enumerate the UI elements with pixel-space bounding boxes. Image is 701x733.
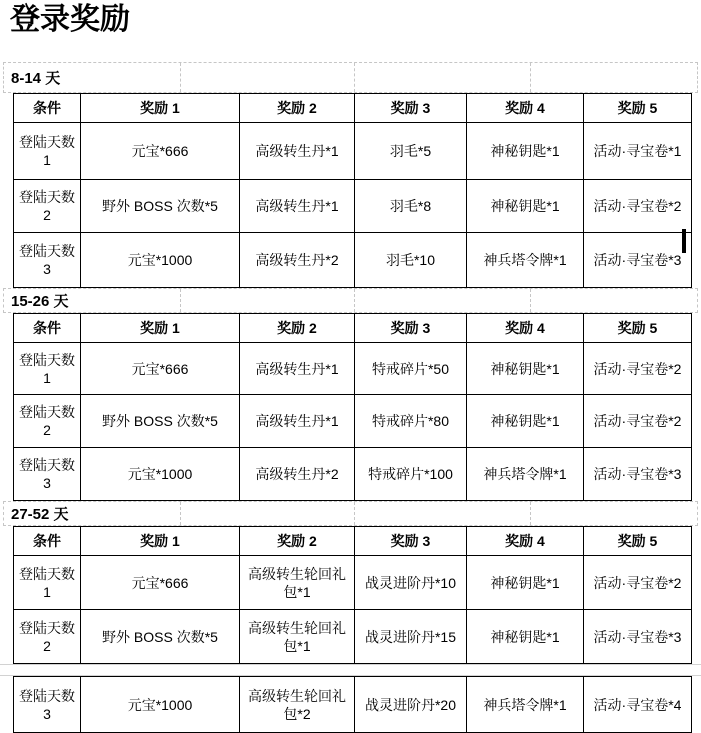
column-header[interactable]: 奖励 2	[240, 527, 355, 556]
table-cell[interactable]: 登陆天数 1	[14, 123, 81, 180]
table-cell[interactable]: 羽毛*5	[355, 123, 467, 180]
column-header[interactable]: 条件	[14, 94, 81, 123]
table-cell[interactable]: 活动·寻宝卷*3	[584, 610, 692, 664]
table-cell[interactable]: 特戒碎片*50	[355, 343, 467, 395]
column-header[interactable]: 奖励 4	[467, 94, 584, 123]
column-header[interactable]: 奖励 3	[355, 527, 467, 556]
table-cell[interactable]: 高级转生丹*1	[240, 180, 355, 233]
section-title-segment	[355, 63, 531, 92]
table-cell[interactable]: 野外 BOSS 次数*5	[81, 610, 240, 664]
table-cell[interactable]: 登陆天数 3	[14, 677, 81, 733]
table-cell[interactable]: 登陆天数 2	[14, 610, 81, 664]
table-cell[interactable]: 高级转生丹*2	[240, 233, 355, 288]
table-row	[14, 556, 692, 610]
table-cell[interactable]: 高级转生轮回礼包*1	[240, 556, 355, 610]
reward-table-2	[13, 313, 692, 501]
reward-table-3-page2	[13, 676, 692, 733]
table-cell[interactable]: 战灵进阶丹*15	[355, 610, 467, 664]
section-title-segment	[355, 289, 531, 312]
table-cell[interactable]: 羽毛*10	[355, 233, 467, 288]
section-title-segment	[355, 502, 531, 525]
header-row	[14, 94, 692, 123]
table-row	[14, 180, 692, 233]
table-cell[interactable]: 神秘钥匙*1	[467, 610, 584, 664]
table-row	[14, 448, 692, 501]
column-header[interactable]: 条件	[14, 314, 81, 343]
table-row	[14, 123, 692, 180]
section-title-segment	[181, 502, 355, 525]
table-cell[interactable]: 活动·寻宝卷*3	[584, 233, 692, 288]
column-header[interactable]: 奖励 1	[81, 314, 240, 343]
section-title-segment	[4, 63, 181, 92]
column-header[interactable]: 奖励 5	[584, 527, 692, 556]
table-cell[interactable]: 登陆天数 3	[14, 448, 81, 501]
table-cell[interactable]: 活动·寻宝卷*2	[584, 556, 692, 610]
table-cell[interactable]: 登陆天数 3	[14, 233, 81, 288]
reward-table-3-page1	[13, 526, 692, 664]
section-title-row-2[interactable]	[3, 288, 698, 313]
table-cell[interactable]: 活动·寻宝卷*4	[584, 677, 692, 733]
table-row	[14, 343, 692, 395]
column-header[interactable]: 奖励 2	[240, 314, 355, 343]
section-range-label: 27-52 天	[11, 506, 69, 523]
table-cell[interactable]: 元宝*666	[81, 556, 240, 610]
table-cell[interactable]: 高级转生轮回礼包*2	[240, 677, 355, 733]
table-cell[interactable]: 高级转生丹*1	[240, 395, 355, 448]
table-cell[interactable]: 特戒碎片*80	[355, 395, 467, 448]
section-title-segment	[531, 289, 697, 312]
table-cell[interactable]: 登陆天数 2	[14, 395, 81, 448]
section-title-segment	[181, 63, 355, 92]
table-row	[14, 395, 692, 448]
section-title-segment	[181, 289, 355, 312]
table-cell[interactable]: 神兵塔令牌*1	[467, 677, 584, 733]
column-header[interactable]: 奖励 5	[584, 314, 692, 343]
table-cell[interactable]: 活动·寻宝卷*2	[584, 343, 692, 395]
section-title-segment	[531, 502, 697, 525]
table-cell[interactable]: 元宝*1000	[81, 233, 240, 288]
table-row	[14, 677, 692, 733]
table-cell[interactable]: 高级转生丹*1	[240, 343, 355, 395]
header-row	[14, 314, 692, 343]
column-header[interactable]: 奖励 1	[81, 527, 240, 556]
table-cell[interactable]: 战灵进阶丹*10	[355, 556, 467, 610]
text-cursor	[682, 229, 686, 253]
table-cell[interactable]: 神秘钥匙*1	[467, 395, 584, 448]
table-cell[interactable]: 元宝*1000	[81, 448, 240, 501]
table-row	[14, 610, 692, 664]
table-cell[interactable]: 元宝*666	[81, 123, 240, 180]
table-cell[interactable]: 神兵塔令牌*1	[467, 448, 584, 501]
column-header[interactable]: 奖励 2	[240, 94, 355, 123]
column-header[interactable]: 奖励 1	[81, 94, 240, 123]
table-cell[interactable]: 登陆天数 2	[14, 180, 81, 233]
section-title-row-1[interactable]	[3, 62, 698, 93]
column-header[interactable]: 奖励 3	[355, 314, 467, 343]
column-header[interactable]: 条件	[14, 527, 81, 556]
table-cell[interactable]: 活动·寻宝卷*2	[584, 395, 692, 448]
table-cell[interactable]: 高级转生丹*2	[240, 448, 355, 501]
section-title-segment	[4, 502, 181, 525]
reward-table-1	[13, 93, 692, 288]
table-cell[interactable]: 神秘钥匙*1	[467, 343, 584, 395]
section-range-label: 15-26 天	[11, 293, 69, 310]
section-title-segment	[4, 289, 181, 312]
table-cell[interactable]: 活动·寻宝卷*2	[584, 180, 692, 233]
table-cell[interactable]: 神兵塔令牌*1	[467, 233, 584, 288]
page-break-divider	[0, 664, 701, 676]
section-range-label: 8-14 天	[11, 70, 61, 87]
table-cell[interactable]: 战灵进阶丹*20	[355, 677, 467, 733]
column-header[interactable]: 奖励 3	[355, 94, 467, 123]
table-cell[interactable]: 高级转生丹*1	[240, 123, 355, 180]
table-cell[interactable]: 登陆天数 1	[14, 556, 81, 610]
table-cell[interactable]: 登陆天数 1	[14, 343, 81, 395]
column-header[interactable]: 奖励 4	[467, 527, 584, 556]
table-row	[14, 233, 692, 288]
table-cell[interactable]: 元宝*1000	[81, 677, 240, 733]
section-title-segment	[531, 63, 697, 92]
table-cell[interactable]: 神秘钥匙*1	[467, 123, 584, 180]
column-header[interactable]: 奖励 4	[467, 314, 584, 343]
table-cell[interactable]: 野外 BOSS 次数*5	[81, 180, 240, 233]
section-title-row-3[interactable]	[3, 501, 698, 526]
table-cell[interactable]: 野外 BOSS 次数*5	[81, 395, 240, 448]
table-cell[interactable]: 高级转生轮回礼包*1	[240, 610, 355, 664]
table-cell[interactable]: 神秘钥匙*1	[467, 556, 584, 610]
page-title[interactable]: 登录奖励	[10, 3, 130, 36]
table-cell[interactable]: 羽毛*8	[355, 180, 467, 233]
table-cell[interactable]: 活动·寻宝卷*3	[584, 448, 692, 501]
table-cell[interactable]: 元宝*666	[81, 343, 240, 395]
table-cell[interactable]: 特戒碎片*100	[355, 448, 467, 501]
column-header[interactable]: 奖励 5	[584, 94, 692, 123]
header-row	[14, 527, 692, 556]
table-cell[interactable]: 神秘钥匙*1	[467, 180, 584, 233]
table-cell[interactable]: 活动·寻宝卷*1	[584, 123, 692, 180]
